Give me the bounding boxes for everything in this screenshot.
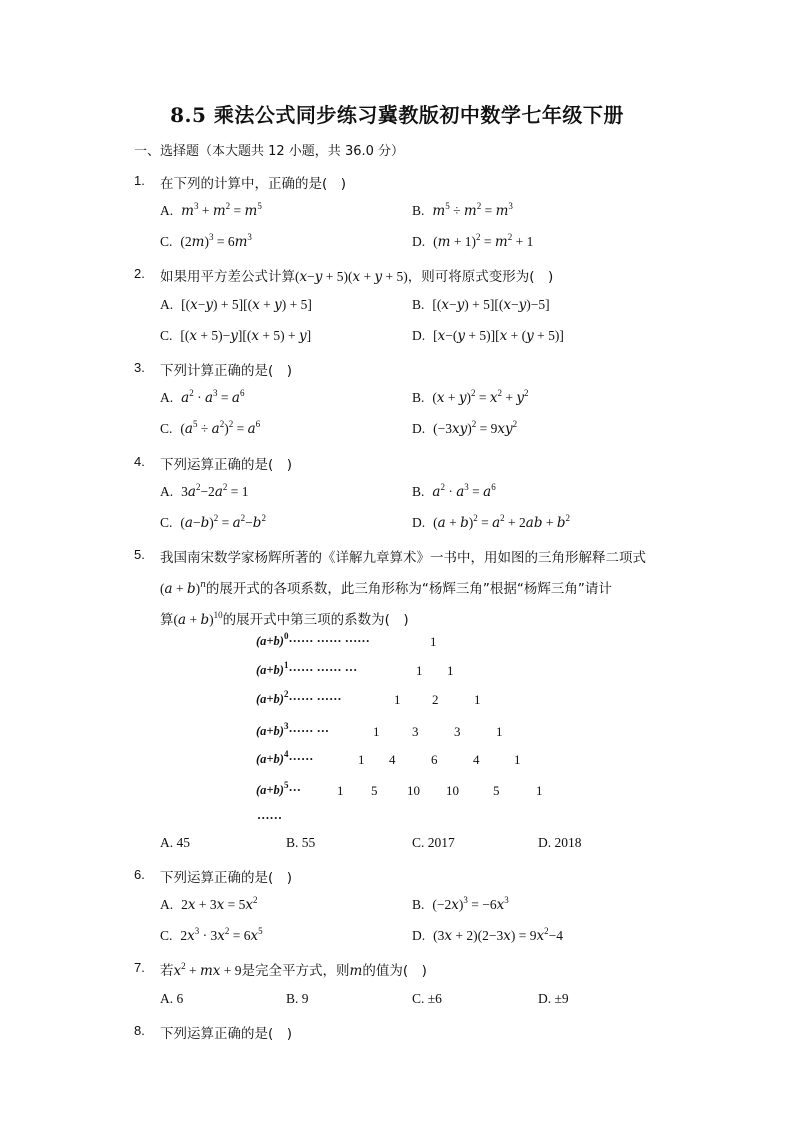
triangle-row-4: $(a+b)^4\cdot\cdot\cdot\cdot\cdot\cdot$ — [256, 749, 314, 766]
option-d[interactable]: D. [x−(y + 5)][x + (y + 5)] — [412, 328, 564, 344]
coef: 1 — [514, 752, 521, 767]
option-c[interactable]: C. $(2m)^3 = 6m^3$ — [160, 232, 252, 250]
coef: 1 — [416, 663, 423, 678]
question-number: 8. — [134, 1023, 145, 1038]
option-a[interactable]: A. 45 — [160, 835, 190, 850]
section-heading: 一、选择题（本大题共 12 小题，共 36.0 分） — [134, 144, 405, 159]
option-b[interactable]: B. 9 — [286, 991, 309, 1006]
coef: 1 — [358, 752, 365, 767]
coef: 1 — [474, 692, 481, 707]
question-text: 若$x^2$ + mx + 9是完全平方式，则m的值为( ) — [160, 961, 427, 979]
option-d[interactable]: D. $(3x + 2)(2-3x) = 9x^2-4$ — [412, 926, 563, 944]
coef: 1 — [430, 634, 437, 649]
coef: 2 — [432, 692, 439, 707]
option-c[interactable]: C. $2x^3 \cdot 3x^2 = 6x^5$ — [160, 926, 263, 944]
question-text: 下列运算正确的是( ) — [160, 457, 293, 473]
coef: 1 — [337, 783, 344, 798]
coef: 4 — [473, 752, 480, 767]
coef: 1 — [536, 783, 543, 798]
coef: 5 — [371, 783, 378, 798]
option-b[interactable]: B. $a^2 \cdot a^3 = a^6$ — [412, 482, 496, 500]
coef: 3 — [454, 724, 461, 739]
option-d[interactable]: D. 2018 — [538, 835, 582, 850]
triangle-row-2: $(a+b)^2\cdot\cdot\cdot\cdot\cdot\cdot$ ······ — [256, 689, 342, 706]
coef: 1 — [447, 663, 454, 678]
question-number: 4. — [134, 454, 145, 469]
option-c[interactable]: C. 2017 — [412, 835, 455, 850]
option-b[interactable]: B. $(-2x)^3 = -6x^3$ — [412, 895, 509, 913]
question-text: 在下列的计算中，正确的是( ) — [160, 176, 347, 192]
option-d[interactable]: D. $(-3xy)^2 = 9xy^2$ — [412, 419, 518, 437]
coef: 3 — [412, 724, 419, 739]
triangle-row-5: $(a+b)^5\cdot\cdot\cdot$ — [256, 780, 301, 797]
coef: 10 — [446, 783, 459, 798]
question-number: 6. — [134, 867, 145, 882]
coef: 1 — [373, 724, 380, 739]
question-text-line-1: 我国南宋数学家杨辉所著的《详解九章算术》一书中，用如图的三角形解释二项式 — [160, 550, 646, 566]
coef: 1 — [496, 724, 503, 739]
option-a[interactable]: A. [(x−y) + 5][(x + y) + 5] — [160, 297, 312, 313]
option-c[interactable]: C. [(x + 5)−y][(x + 5) + y] — [160, 328, 312, 344]
coef: 6 — [431, 752, 438, 767]
question-text: 下列运算正确的是( ) — [160, 870, 293, 886]
question-number: 1. — [134, 173, 145, 188]
page-title: 8.5 乘法公式同步练习冀教版初中数学七年级下册 — [170, 103, 624, 127]
option-d[interactable]: D. $(m + 1)^2 = m^2 + 1$ — [412, 232, 534, 250]
option-a[interactable]: A. $3a^2-2a^2 = 1$ — [160, 482, 249, 500]
option-b[interactable]: B. [(x−y) + 5][(x−y)−5] — [412, 297, 550, 313]
option-a[interactable]: A. $a^2 \cdot a^3 = a^6$ — [160, 388, 245, 406]
option-a[interactable]: A. 6 — [160, 991, 184, 1006]
question-text: 下列计算正确的是( ) — [160, 363, 293, 379]
coef: 4 — [389, 752, 396, 767]
question-text: 如果用平方差公式计算(x−y + 5)(x + y + 5)，则可将原式变形为( ) — [160, 269, 554, 285]
question-number: 2. — [134, 266, 145, 281]
option-c[interactable]: C. ±6 — [412, 991, 442, 1006]
option-b[interactable]: B. $(x + y)^2 = x^2 + y^2$ — [412, 388, 529, 406]
option-d[interactable]: D. ±9 — [538, 991, 569, 1006]
coef: 1 — [394, 692, 401, 707]
triangle-row-1: $(a+b)^1\cdot\cdot\cdot\cdot\cdot\cdot$ ······ ··· — [256, 660, 358, 677]
triangle-row-0: $(a+b)^0\cdot\cdot\cdot\cdot\cdot\cdot$ ······ ······ — [256, 631, 370, 648]
option-c[interactable]: C. $(a-b)^2 = a^2-b^2$ — [160, 513, 266, 531]
triangle-row-3: $(a+b)^3\cdot\cdot\cdot\cdot\cdot\cdot$ ··· — [256, 721, 330, 738]
option-d[interactable]: D. $(a + b)^2 = a^2 + 2ab + b^2$ — [412, 513, 571, 531]
question-text-line-3: 算$(a + b)^{10}$的展开式中第三项的系数为( ) — [160, 610, 409, 628]
option-a[interactable]: A. $m^3 + m^2 = m^5$ — [160, 201, 262, 219]
option-a[interactable]: A. $2x + 3x = 5x^2$ — [160, 895, 258, 913]
coef: 10 — [407, 783, 420, 798]
question-number: 7. — [134, 960, 145, 975]
question-number: 5. — [134, 547, 145, 562]
triangle-ellipsis: …… — [257, 808, 282, 822]
coef: 5 — [493, 783, 500, 798]
question-text-line-2: $(a + b)^n$的展开式的各项系数，此三角形称为“杨辉三角”根据“杨辉三角”请计 — [160, 580, 612, 597]
option-b[interactable]: B. 55 — [286, 835, 316, 850]
option-c[interactable]: C. $(a^5 \div a^2)^2 = a^6$ — [160, 419, 261, 437]
question-number: 3. — [134, 360, 145, 375]
option-b[interactable]: B. $m^5 \div m^2 = m^3$ — [412, 201, 513, 219]
question-text: 下列运算正确的是( ) — [160, 1026, 293, 1042]
